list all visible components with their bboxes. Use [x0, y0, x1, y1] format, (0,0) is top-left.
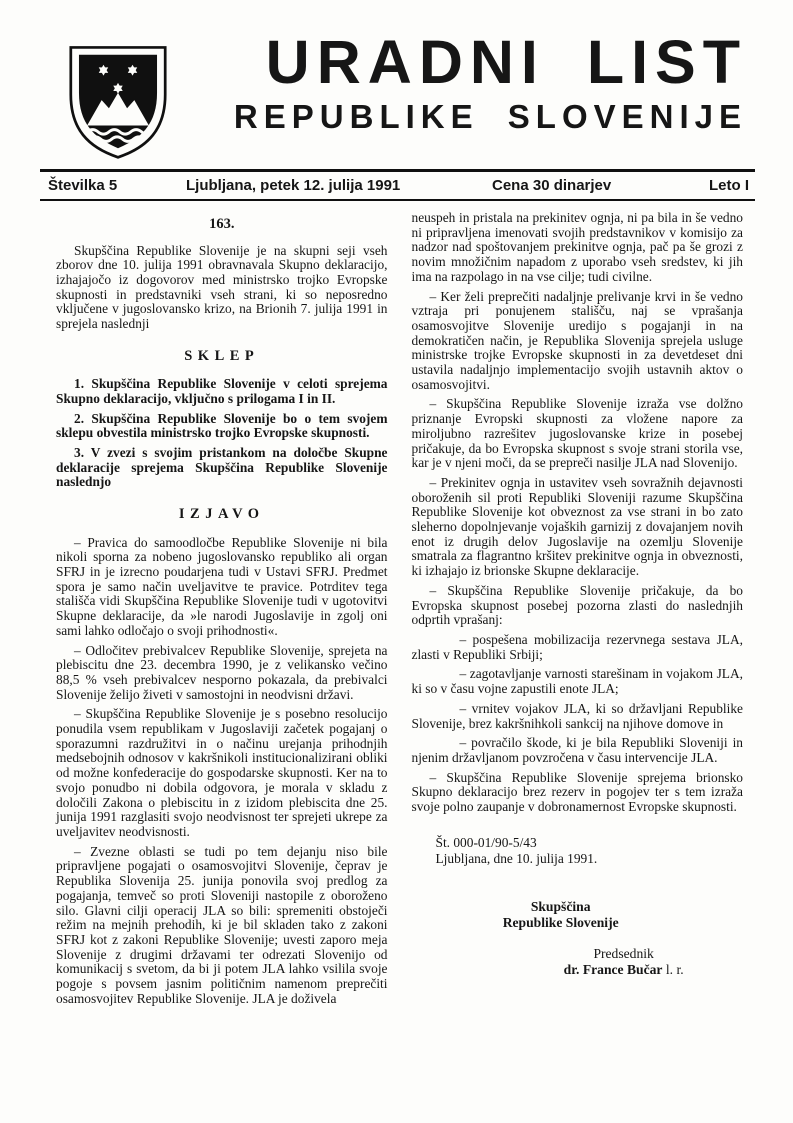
- left-column: [56, 211, 388, 1011]
- issue-place-date: Ljubljana, petek 12. julija 1991: [186, 177, 401, 194]
- issue-volume: Leto I: [709, 177, 749, 194]
- izjava-paragraph: – Zvezne oblasti se tudi po tem dejanju niso bile pripravljene pogajati o osamosvojitvi Slovenije, čeprav je Republika Slovenija 25. junija ponovila svoj predlog za pogajanja, temveč so proti Sloveniji nastopile z oboroženo silo. Glavni cilji operacij JLA so bili: spremeniti obstoječi režim na mejnih prehodih, ki je bil skladen tako z zakoni SFRJ kot z zakoni Republike Slovenije; uvesti zaporo meja Slovenije z drugimi državami ter odrezati Slovenijo od komunikacij s svetom, da bi ji potem JLA lahko vsilila svoje pogoje s povsem jasnim političnim namenom preprečiti osamosvojitev Republike Slovenije. JLA je doživela: [56, 843, 388, 1006]
- open-question-item: – vrnitev vojakov JLA, ki so državljani Republike Slovenije, brez kakršnihkoli sankcij na njihove domove in: [411, 700, 743, 731]
- reference-number: Št. 000-01/90-5/43: [435, 834, 537, 850]
- act-number: 163.: [209, 216, 235, 232]
- izjava-paragraph: – Skupščina Republike Slovenije je s posebno resolucijo ponudila vsem republikam v Jugoslaviji začetek pogajanj o sporazumni razdružitvi in o načinu urejanja prihodnjih medsebojnih odnosov v kakršnikoli institucionalizirani obliki od možne konfederacije do gospodarske skupnosti. Ker na to svojo ponudbo ni dobila odgovora, je morala v skladu z določili Zakona o plebiscitu in z izidom plebiscita dne 25. junija 1991 razglasiti svojo neodvisnost ter sprejeti ukrepe za uveljavitev neodvisnosti.: [56, 706, 388, 839]
- sklep-heading: SKLEP: [184, 347, 260, 364]
- signer-block: [524, 946, 723, 979]
- slovenia-coat-of-arms-icon: [62, 42, 174, 160]
- open-question-item: – povračilo škode, ki je bila Republiki Sloveniji in njenim državljanom povzročena v času intervencije JLA.: [411, 735, 743, 765]
- issue-info-row: [40, 172, 755, 201]
- act-preamble: Skupščina Republike Slovenije je na skupni seji vseh zborov dne 10. julija 1991 obravnavala Skupno deklaracijo, izhajajočo iz dogovorov med ministrsko trojko Evropske skupnosti in predstavniki vseh strani, ki so neposredno vključene v jugoslovansko krizo, na Brionih 7. julija 1991 in sprejela naslednji: [56, 242, 388, 332]
- open-question-item: – zagotavljanje varnosti starešinam in vojakom JLA, ki so v času vojne zapustili enote JLA;: [411, 666, 743, 697]
- signer-name-line: [524, 962, 723, 979]
- closing-paragraph: – Skupščina Republike Slovenije sprejema brionsko Skupno deklaracijo brez rezerv in pogojev ter s tem izraža svoje polno zaupanje v dobronamernost Evropske skupnosti.: [411, 769, 743, 815]
- izjava-paragraph: – Skupščina Republike Slovenije pričakuje, da bo Evropska skupnost posebej pozorna zlasti do naslednjih odprtih vprašanj:: [411, 582, 743, 628]
- signing-institution: [458, 899, 664, 932]
- gazette-title: URADNI LIST: [265, 28, 747, 96]
- izjava-paragraph: – Skupščina Republike Slovenije izraža vse dolžno priznanje Evropski skupnosti za vložene napore za miroljubno razrešitev jugoslovanske krize in posebej pričakuje, da bo Evropska skupnost s svoje strani storila vse, kar je v njeni moči, da se prepreči nasilje JLA nad Slovenijo.: [411, 396, 743, 471]
- masthead: [62, 28, 747, 160]
- gazette-subtitle: REPUBLIKE SLOVENIJE: [233, 98, 747, 135]
- izjava-paragraph-continuation: neuspeh in pristala na prekinitev ognja, ni pa bila in še vedno ni pripravljena imenovati svojih predstavnikov v komisijo za nadzor nad spoštovanjem prekinitve ognja, pač pa še grozi z novim množičnim napadom z uporabo vseh sredstev, ki jih ima na razpolago in na vse cilje; tudi civilne.: [411, 210, 743, 284]
- signer-name: dr. France Bučar: [563, 962, 663, 978]
- reference-place-date: Ljubljana, dne 10. julija 1991.: [435, 850, 598, 866]
- sklep-item-2: 2. Skupščina Republike Slovenije bo o tem svojem sklepu obvestila ministrsko trojko Evropske skupnosti.: [56, 410, 388, 441]
- open-question-item: – pospešena mobilizacija rezervnega sestava JLA, zlasti v Republiki Srbiji;: [411, 631, 743, 662]
- right-column: [412, 211, 744, 1011]
- signer-role: Predsednik: [593, 945, 654, 961]
- institution-line: Skupščina: [530, 898, 591, 914]
- issue-number: Številka 5: [48, 177, 118, 194]
- izjava-paragraph: – Odločitev prebivalcev Republike Slovenije, sprejeta na plebiscitu dne 23. decembra 1990, je z velikansko večino 88,5 % vseh prebivalcev nesporno pokazala, da prebivalci Slovenije želijo živeti v samostojni in neodvisni državi.: [56, 642, 388, 702]
- article-columns: [56, 211, 743, 1011]
- sklep-item-1: 1. Skupščina Republike Slovenije v celoti sprejema Skupno deklaracijo, vključno s prilogama I in II.: [56, 376, 388, 406]
- reference-block: [436, 835, 744, 867]
- izjava-paragraph: – Prekinitev ognja in ustavitev vseh sovražnih dejavnosti oboroženih sil proti Republiki Sloveniji razume Skupščina Republike Slovenije kot obveznost za vse strani in bo zato sleherno dopolnjevanje vojaških garnizij z dovajanjem novih enot iz drugih delov Jugoslavije na ozemlju Slovenije smatrala za flagrantno kršitev prekinitve ognja in obveznosti, ki izhajajo iz brionske Skupne deklaracije.: [411, 474, 743, 579]
- signer-suffix: l. r.: [665, 962, 684, 978]
- sklep-item-3: 3. V zvezi s svojim pristankom na določbe Skupne deklaracije sprejema Skupščina Republike Slovenije naslednjo: [56, 445, 388, 490]
- izjava-heading: IZJAVO: [178, 506, 265, 523]
- institution-line: Republike Slovenije: [502, 915, 619, 931]
- izjava-paragraph: – Pravica do samoodločbe Republike Slovenije ni bila nikoli sporna za nobeno jugoslovansko republiko ali organ SFRJ in je izrecno poudarjena tudi v Ustavi SFRJ. Predmet spora je samo način uveljavitve te pravice. Potrditev tega stališča vidi Skupščina Republike Slovenije tudi v ugotovitvi Skupne deklaracije, da »le narodi Jugoslavije in zgolj oni sami lahko odločajo o svoji prihodnosti«.: [56, 534, 388, 638]
- issue-price: Cena 30 dinarjev: [492, 177, 612, 194]
- izjava-paragraph: – Ker želi preprečiti nadaljnje prelivanje krvi in še vedno vztraja pri ponujenem stališču, naj se vprašanja osamosvojitve Slovenije uredijo s pogajanji in na demokratičen način, je Republika Slovenija sprejela usluge ministrske trojke Evropske skupnosti in za devetdeset dni ustavila nadaljnjo implementacijo svojih ustavnih aktov o osamosvojitvi.: [411, 288, 743, 392]
